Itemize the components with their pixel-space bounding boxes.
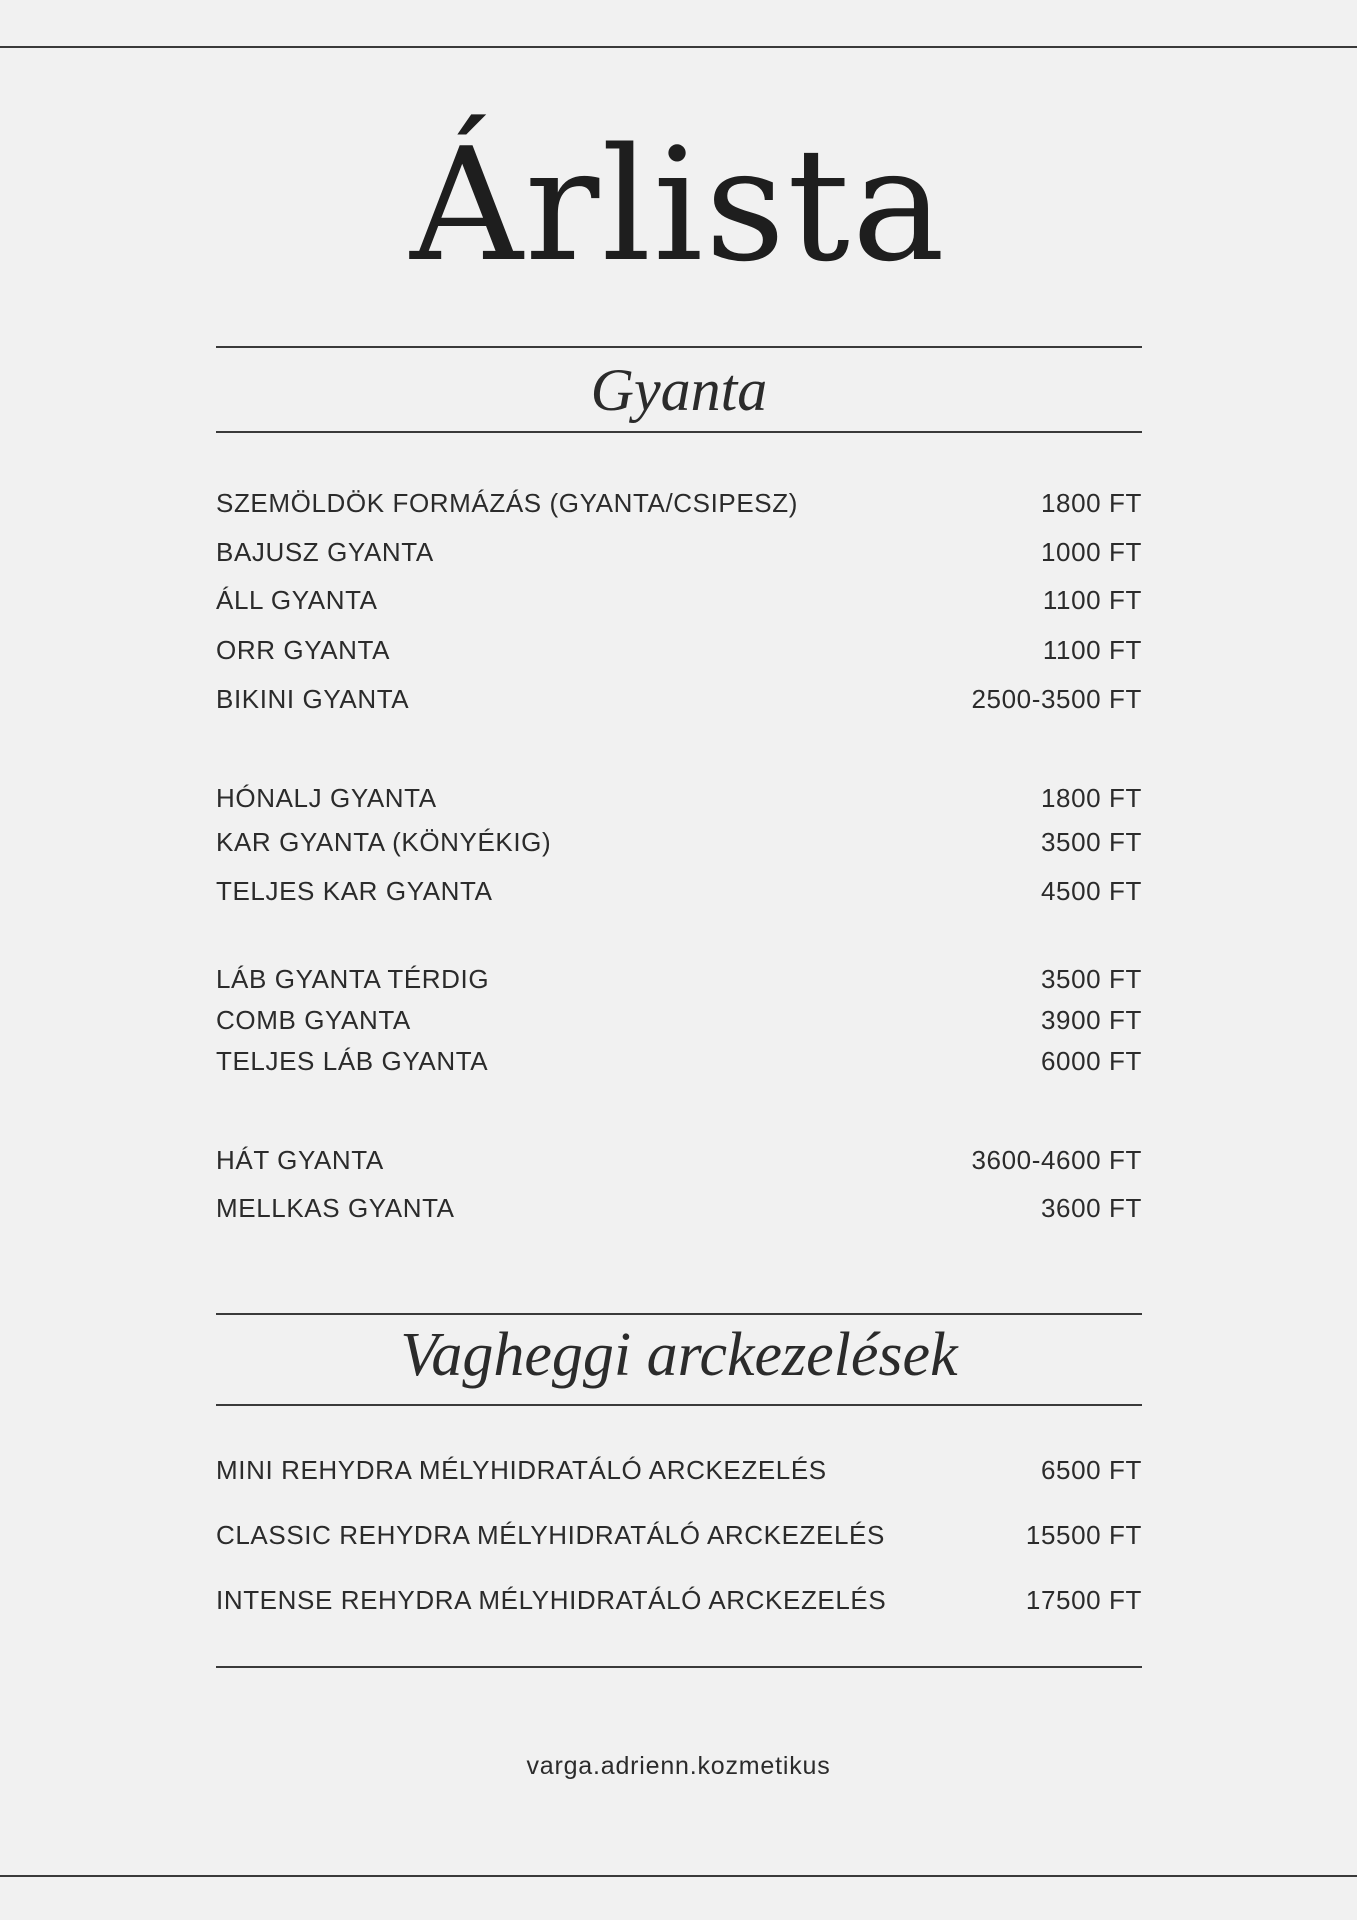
price-row xyxy=(216,961,1142,997)
service-price: 1100 FT xyxy=(1042,634,1142,665)
price-row xyxy=(216,1582,1142,1618)
page-title: Árlista xyxy=(410,114,947,296)
price-row xyxy=(216,873,1142,909)
service-price: 6000 FT xyxy=(1040,1045,1142,1076)
price-row xyxy=(216,1190,1142,1226)
service-price: 1800 FT xyxy=(1040,782,1142,813)
price-row xyxy=(216,1142,1142,1178)
service-name: INTENSE REHYDRA MÉLYHIDRATÁLÓ ARCKEZELÉS xyxy=(216,1584,887,1615)
service-name: LÁB GYANTA TÉRDIG xyxy=(216,963,490,994)
price-row xyxy=(216,1002,1142,1038)
service-name: TELJES KAR GYANTA xyxy=(216,875,493,906)
service-name: COMB GYANTA xyxy=(216,1004,411,1035)
section-title-gyanta: Gyanta xyxy=(590,357,768,423)
footer-handle: varga.adrienn.kozmetikus xyxy=(526,1752,831,1780)
service-name: MINI REHYDRA MÉLYHIDRATÁLÓ ARCKEZELÉS xyxy=(216,1454,827,1485)
service-price: 15500 FT xyxy=(1025,1519,1142,1550)
service-price: 1800 FT xyxy=(1040,487,1142,518)
service-price: 1000 FT xyxy=(1040,536,1142,567)
price-row xyxy=(216,681,1142,717)
service-price: 2500-3500 FT xyxy=(971,683,1142,714)
top-frame-line xyxy=(0,46,1357,48)
service-price: 17500 FT xyxy=(1025,1584,1142,1615)
service-name: ÁLL GYANTA xyxy=(216,584,378,615)
price-row xyxy=(216,1517,1142,1553)
price-row xyxy=(216,1452,1142,1488)
service-name: HÁT GYANTA xyxy=(216,1144,384,1175)
service-name: TELJES LÁB GYANTA xyxy=(216,1045,489,1076)
service-price: 3500 FT xyxy=(1040,963,1142,994)
price-row xyxy=(216,582,1142,618)
service-name: HÓNALJ GYANTA xyxy=(216,782,437,813)
service-price: 3600-4600 FT xyxy=(971,1144,1142,1175)
service-name: KAR GYANTA (KÖNYÉKIG) xyxy=(216,826,552,857)
price-row xyxy=(216,780,1142,816)
price-row xyxy=(216,534,1142,570)
service-price: 4500 FT xyxy=(1040,875,1142,906)
service-price: 6500 FT xyxy=(1040,1454,1142,1485)
price-row xyxy=(216,1043,1142,1079)
price-row xyxy=(216,632,1142,668)
section-divider xyxy=(216,1404,1142,1406)
service-name: CLASSIC REHYDRA MÉLYHIDRATÁLÓ ARCKEZELÉS xyxy=(216,1519,885,1550)
service-name: BIKINI GYANTA xyxy=(216,683,410,714)
service-price: 3600 FT xyxy=(1040,1192,1142,1223)
service-name: MELLKAS GYANTA xyxy=(216,1192,455,1223)
price-row xyxy=(216,485,1142,521)
section-divider xyxy=(216,346,1142,348)
service-price: 3900 FT xyxy=(1040,1004,1142,1035)
section-title-facials: Vagheggi arckezelések xyxy=(400,1321,958,1389)
service-name: BAJUSZ GYANTA xyxy=(216,536,434,567)
service-price: 1100 FT xyxy=(1042,584,1142,615)
section-divider xyxy=(216,1666,1142,1668)
service-price: 3500 FT xyxy=(1040,826,1142,857)
section-divider xyxy=(216,431,1142,433)
service-name: ORR GYANTA xyxy=(216,634,391,665)
bottom-frame-line xyxy=(0,1875,1357,1877)
service-name: SZEMÖLDÖK FORMÁZÁS (GYANTA/CSIPESZ) xyxy=(216,487,798,518)
price-row xyxy=(216,824,1142,860)
